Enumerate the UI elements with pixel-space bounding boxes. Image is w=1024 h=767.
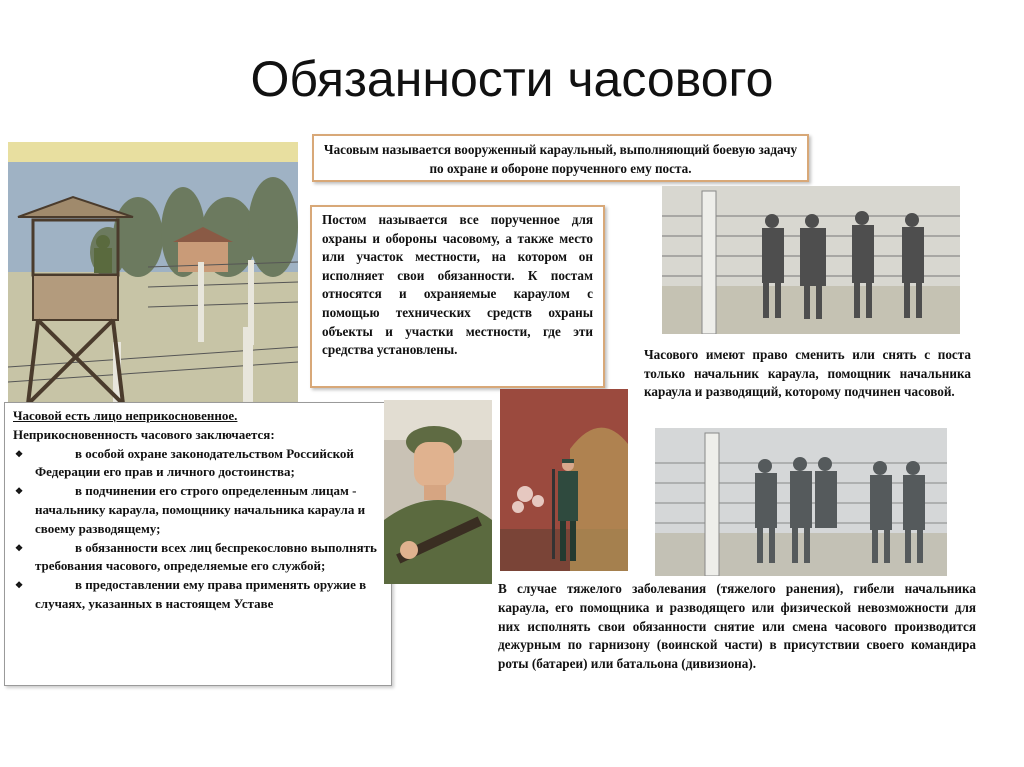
list-item: ❖ в подчинении его строго определенным лицам - начальнику караула, помощнику начальника караула и своему разводящему;: [13, 482, 383, 538]
sentry-definition-text: Часовым называется вооруженный караульный, выполняющий боевую задачу по охране и обороне порученного ему поста.: [323, 142, 798, 176]
page-title: Обязанности часового: [250, 51, 774, 107]
honor-guard-photo: [500, 389, 628, 571]
post-definition-text: Постом называется все порученное для охраны и обороны часовому, а также место или участок местности, на котором он исполняет свои обязанности. К постам относятся и охраняемые караулом с помощью технических средств охраны объекты и участки местности, где эти средства установлены.: [322, 212, 593, 358]
list-item: ❖ в особой охране законодательством Российской Федерации его прав и личного достоинства;: [13, 445, 383, 483]
relief-rights-text: Часового имеют право сменить или снять с поста только начальник караула, помощник начальника караула и разводящий, которому подчинен часовой.: [644, 347, 971, 400]
inviolability-box: [4, 402, 392, 686]
illness-case: [494, 578, 980, 692]
post-definition: [310, 205, 605, 388]
guard-change-illustration: [655, 428, 947, 576]
inviolability-list: [13, 445, 383, 614]
inviolability-intro: Неприкосновенность часового заключается:: [13, 426, 275, 442]
sentry-definition: [312, 134, 809, 182]
relief-rights: [640, 344, 975, 424]
list-item: ❖ в предоставлении ему права применять оружие в случаях, указанных в настоящем Уставе: [13, 576, 383, 614]
illness-case-text: В случае тяжелого заболевания (тяжелого ранения), гибели начальника караула, его помощника и разводящего или физической невозможности для них исполнять свои обязанности снятие или смена часового производится дежурным по гарнизону (воинской части) в присутствии своего командира роты (батареи) или батальона (дивизиона).: [498, 581, 976, 672]
guard-relief-illustration: [662, 186, 960, 334]
inviolability-heading: Часовой есть лицо неприкосновенное.: [13, 408, 238, 423]
watchtower-illustration: [8, 142, 298, 404]
list-item: ❖ в обязанности всех лиц беспрекословно выполнять требования часового, определяемые его службой;: [13, 539, 383, 577]
soldier-photo: [384, 400, 492, 584]
